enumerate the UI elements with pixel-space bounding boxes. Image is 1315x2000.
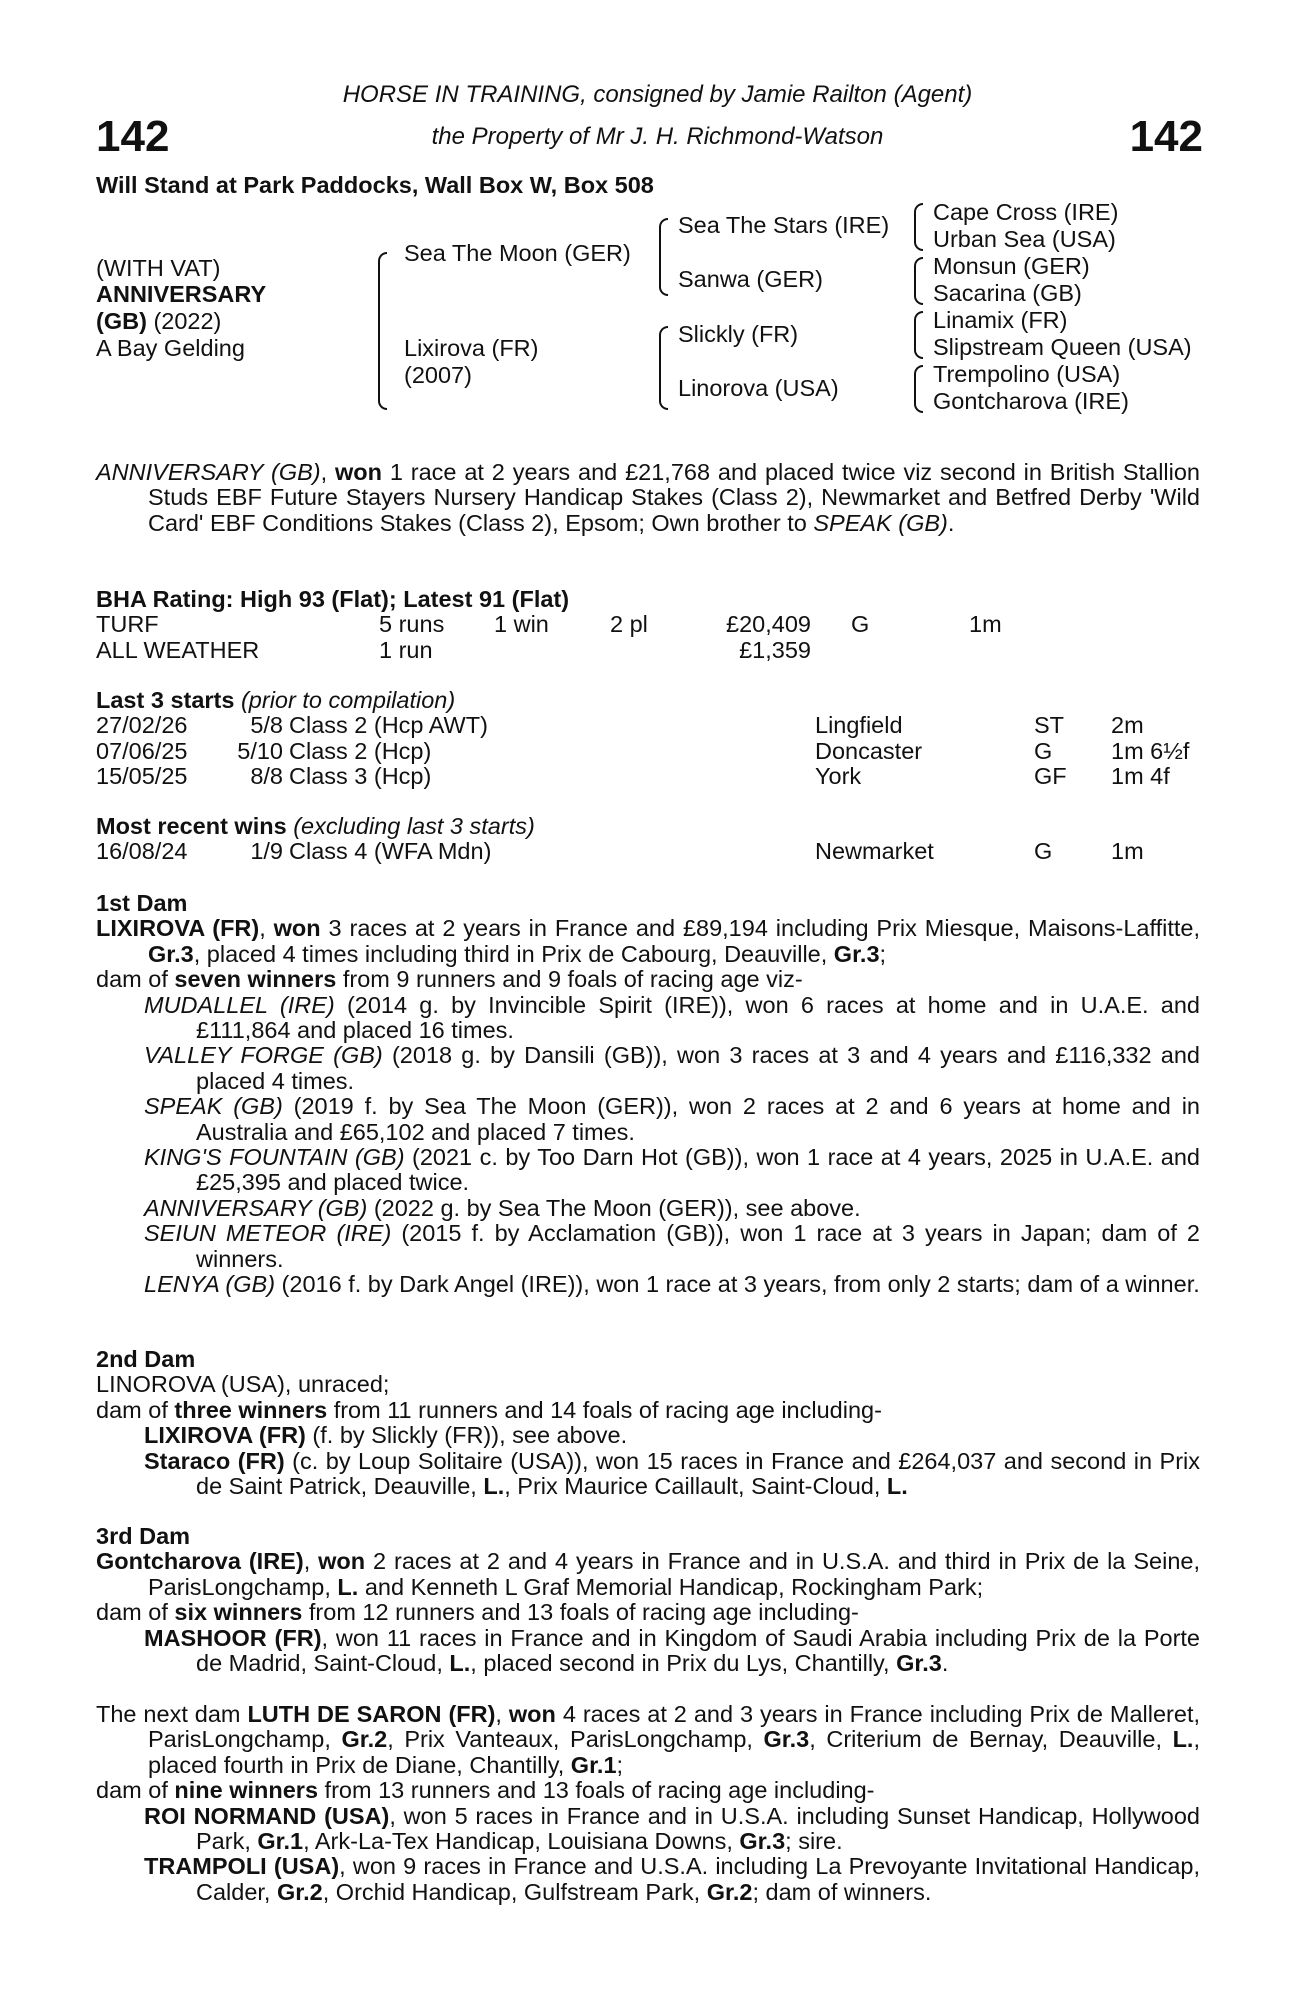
last-starts <box>96 688 1200 790</box>
course: Doncaster <box>815 737 923 764</box>
great-grandparent: Cape Cross (IRE) <box>933 199 1119 225</box>
bold-text: L. <box>1172 1726 1194 1753</box>
surface: TURF <box>96 611 159 638</box>
great-grandparent: Slipstream Queen (USA) <box>933 334 1192 360</box>
text-run: from 11 runners and 14 foals of racing age including- <box>327 1396 882 1423</box>
text-run: from 13 runners and 13 foals of racing age including- <box>318 1777 875 1804</box>
second-dam-section <box>96 1347 1200 1499</box>
pedigree-brace <box>914 257 923 305</box>
text-run: . <box>947 509 955 536</box>
produce-entry <box>96 1804 1200 1855</box>
race-row <box>96 839 1200 864</box>
pedigree-brace <box>914 311 923 359</box>
race-class: Class 4 (WFA Mdn) <box>289 838 492 865</box>
bold-text: Gr.3 <box>148 940 194 967</box>
bold-text: L. <box>483 1473 505 1500</box>
text-run: , Prix Vanteaux, ParisLongchamp, <box>387 1726 764 1753</box>
text-run: dam of <box>96 966 175 993</box>
bold-text: won <box>335 459 383 485</box>
bold-text: Gr.3 <box>833 940 880 967</box>
produce-entry <box>96 1626 1200 1677</box>
text-run: , Orchid Handicap, Gulfstream Park, <box>322 1878 707 1905</box>
italic-text: SPEAK (GB) <box>813 509 948 536</box>
text-run: dam of <box>96 1599 175 1626</box>
bold-text: Gontcharova (IRE) <box>96 1548 304 1575</box>
bold-text: MASHOOR (FR) <box>144 1624 322 1651</box>
italic-text: LENYA (GB) <box>144 1271 276 1298</box>
text-run: , <box>320 459 336 485</box>
produce-entry <box>96 1196 1200 1221</box>
stand-location: Will Stand at Park Paddocks, Wall Box W, Box 508 <box>96 172 654 198</box>
text-run: , <box>303 1548 319 1575</box>
dam-paragraph <box>96 1778 1200 1803</box>
text-run: ; dam of winners. <box>752 1878 932 1905</box>
prize: £1,359 <box>739 636 811 663</box>
race-date: 27/02/26 <box>96 712 188 739</box>
going: G <box>851 611 870 638</box>
dam-title: 1st Dam <box>96 890 188 916</box>
text-run: . <box>941 1650 949 1677</box>
text-run: 1 race at 2 years and £21,768 and placed twice viz second in British Stallion Studs EBF Future Stayers Nursery Handicap Stakes (Class 2), Newmarket and Betfred Derby 'Wild Card' EBF Conditions Stakes (Class 2), Epsom; Own brother to <box>148 459 1201 536</box>
bold-text: won <box>508 1701 556 1727</box>
sire: Sea The Moon (GER) <box>404 240 631 266</box>
bold-text: three winners <box>174 1396 328 1423</box>
rating-row <box>96 612 1200 637</box>
produce-entry <box>96 1423 1200 1448</box>
text-run: The next dam <box>96 1701 248 1727</box>
next-dam-section <box>96 1702 1200 1905</box>
text-run: , Ark-La-Tex Handicap, Louisiana Downs, <box>303 1828 740 1855</box>
dam-paragraph <box>96 967 1200 992</box>
dam-year: (2007) <box>404 362 472 388</box>
dam: Lixirova (FR) <box>404 335 539 361</box>
bold-text: Gr.3 <box>763 1726 810 1753</box>
italic-text: SEIUN METEOR (IRE) <box>144 1220 392 1247</box>
last-starts-note: (prior to compilation) <box>240 687 456 713</box>
going: G <box>1034 838 1053 865</box>
course: Lingfield <box>815 712 903 739</box>
race-date: 15/05/25 <box>96 763 188 790</box>
horse-origin <box>96 309 221 334</box>
bha-rating <box>96 587 1200 663</box>
runs: 5 runs <box>379 611 445 638</box>
bold-text: TRAMPOLI (USA) <box>144 1853 340 1880</box>
finish-position: 5/8 <box>250 712 283 739</box>
text-run: (2019 f. by Sea The Moon (GER)), won 2 races at 2 and 6 years at home and in Australia and £65,102 and placed 7 times. <box>196 1093 1200 1145</box>
text-run: dam of <box>96 1396 175 1423</box>
text-run: (f. by Slickly (FR)), see above. <box>305 1422 628 1449</box>
pedigree-brace <box>659 218 668 296</box>
first-dam-section <box>96 891 1200 1298</box>
bold-text: six winners <box>174 1599 303 1626</box>
bold-text: Gr.1 <box>570 1751 617 1778</box>
italic-text: VALLEY FORGE (GB) <box>144 1042 383 1069</box>
text-run: , <box>495 1701 509 1727</box>
text-run: , won 11 races in France and in Kingdom of Saudi Arabia including Prix de la Porte de Madrid, Saint-Cloud, <box>196 1624 1201 1677</box>
text-run: LINOROVA (USA), unraced; <box>96 1371 390 1398</box>
bold-text: Staraco (FR) <box>144 1447 285 1474</box>
produce-entry <box>96 1221 1200 1272</box>
recent-wins <box>96 814 1200 865</box>
finish-position: 5/10 <box>237 737 283 764</box>
horse-description: A Bay Gelding <box>96 335 245 361</box>
race-class: Class 2 (Hcp) <box>289 737 432 764</box>
distance: 1m 4f <box>1111 763 1170 790</box>
text-run: , won 5 races in France and in U.S.A. including Sunset Handicap, Hollywood Park, <box>196 1802 1200 1855</box>
dam-dam: Linorova (USA) <box>678 375 839 401</box>
dam-paragraph <box>96 1372 1200 1397</box>
finish-position: 8/8 <box>250 763 283 790</box>
dam-paragraph <box>96 1549 1200 1600</box>
distance: 1m <box>1111 838 1144 865</box>
great-grandparent: Sacarina (GB) <box>933 280 1082 306</box>
bold-text: Gr.2 <box>706 1878 753 1905</box>
placed: 2 pl <box>610 611 648 638</box>
going: ST <box>1034 712 1065 739</box>
text-run: ; sire. <box>785 1828 843 1855</box>
rating-title: BHA Rating: High 93 (Flat); Latest 91 (Flat) <box>96 586 570 612</box>
horse-country: (GB) <box>96 308 147 334</box>
race-summary <box>96 460 1200 536</box>
consignment-line: HORSE IN TRAINING, consigned by Jamie Railton (Agent) <box>342 81 973 108</box>
text-run: , Prix Maurice Caillault, Saint-Cloud, <box>504 1473 887 1500</box>
race-row <box>96 713 1200 738</box>
bold-text: Gr.2 <box>341 1726 388 1753</box>
text-run: ; <box>879 940 887 967</box>
great-grandparent: Gontcharova (IRE) <box>933 388 1129 414</box>
rating-row <box>96 638 1200 663</box>
recent-wins-note: (excluding last 3 starts) <box>293 813 535 839</box>
race-date: 16/08/24 <box>96 838 188 865</box>
distance: 2m <box>1111 712 1144 739</box>
text-run: dam of <box>96 1777 175 1804</box>
text-run: 3 races at 2 years in France and £89,194 including Prix Miesque, Maisons-Laffitte, <box>320 915 1200 942</box>
italic-text: KING'S FOUNTAIN (GB) <box>144 1144 405 1171</box>
course: Newmarket <box>815 838 934 865</box>
race-class: Class 3 (Hcp) <box>289 763 432 790</box>
property-line: the Property of Mr J. H. Richmond-Watson <box>431 123 884 150</box>
bold-text: LIXIROVA (FR) <box>144 1422 306 1449</box>
bold-text: Gr.1 <box>257 1828 304 1855</box>
text-run: (2021 c. by Too Darn Hot (GB)), won 1 race at 4 years, 2025 in U.A.E. and £25,395 and placed twice. <box>196 1144 1200 1196</box>
text-run: , placed fourth in Prix de Diane, Chantilly, <box>148 1726 1200 1778</box>
bold-text: won <box>273 915 321 942</box>
produce-entry <box>96 1854 1200 1905</box>
produce-entry <box>96 1094 1200 1145</box>
finish-position: 1/9 <box>250 838 283 865</box>
text-run: ; <box>616 1751 624 1778</box>
text-run: from 9 runners and 9 foals of racing age viz- <box>336 966 803 993</box>
lot-number-right: 142 <box>1129 112 1203 161</box>
wins: 1 win <box>494 611 549 638</box>
vat-note: (WITH VAT) <box>96 255 221 281</box>
text-run: (c. by Loup Solitaire (USA)), won 15 races in France and £264,037 and second in Prix de Saint Patrick, Deauville, <box>196 1447 1200 1500</box>
bold-text: Gr.2 <box>277 1878 323 1905</box>
bold-text: ROI NORMAND (USA) <box>144 1802 390 1829</box>
text-run: and Kenneth L Graf Memorial Handicap, Rockingham Park; <box>358 1573 984 1600</box>
bold-text: seven winners <box>174 966 337 993</box>
going: GF <box>1034 763 1067 790</box>
great-grandparent: Trempolino (USA) <box>933 361 1121 387</box>
dam-title: 3rd Dam <box>96 1523 191 1549</box>
horse-year: (2022) <box>153 308 222 334</box>
text-run: 2 races at 2 and 4 years in France and in U.S.A. and third in Prix de la Seine, ParisLongchamp, <box>148 1548 1200 1600</box>
bold-text: Gr.3 <box>739 1828 786 1855</box>
summary-paragraph <box>96 460 1200 536</box>
pedigree-brace <box>914 203 923 251</box>
third-dam-section <box>96 1524 1200 1676</box>
bold-text: LUTH DE SARON (FR) <box>247 1701 496 1727</box>
race-date: 07/06/25 <box>96 737 188 764</box>
bold-text: LIXIROVA (FR) <box>96 915 260 942</box>
text-run: , Criterium de Bernay, Deauville, <box>809 1726 1173 1753</box>
text-run: (2016 f. by Dark Angel (IRE)), won 1 race at 3 years, from only 2 starts; dam of a winner. <box>275 1271 1200 1298</box>
great-grandparent: Linamix (FR) <box>933 307 1068 333</box>
distance: 1m <box>969 611 1002 638</box>
pedigree-brace <box>659 326 668 410</box>
dam-title: 2nd Dam <box>96 1346 196 1372</box>
dam-paragraph <box>96 916 1200 967</box>
text-run: from 12 runners and 13 foals of racing age including- <box>302 1599 859 1626</box>
horse-name: ANNIVERSARY <box>96 281 267 307</box>
text-run: , won 9 races in France and U.S.A. including La Prevoyante Invitational Handicap, Calder, <box>196 1853 1201 1905</box>
text-run: (2014 g. by Invincible Spirit (IRE)), won 6 races at home and in U.A.E. and £111,864 and placed 16 times. <box>196 991 1200 1044</box>
last-starts-title: Last 3 starts <box>96 687 235 713</box>
sire-sire: Sea The Stars (IRE) <box>678 212 890 238</box>
great-grandparent: Monsun (GER) <box>933 253 1090 279</box>
text-run: , placed 4 times including third in Prix de Cabourg, Deauville, <box>193 940 834 967</box>
race-class: Class 2 (Hcp AWT) <box>289 712 488 739</box>
recent-wins-title: Most recent wins <box>96 813 287 839</box>
produce-entry <box>96 1449 1200 1500</box>
surface: ALL WEATHER <box>96 636 260 663</box>
produce-entry <box>96 1043 1200 1094</box>
race-row <box>96 739 1200 764</box>
great-grandparent: Urban Sea (USA) <box>933 226 1116 252</box>
race-row <box>96 764 1200 789</box>
dam-paragraph <box>96 1702 1200 1778</box>
dam-sire: Slickly (FR) <box>678 321 799 347</box>
pedigree-brace <box>914 365 923 413</box>
bold-text: L. <box>337 1573 359 1600</box>
sire-dam: Sanwa (GER) <box>678 266 823 292</box>
pedigree-brace <box>378 252 387 410</box>
lot-number-left: 142 <box>96 112 170 161</box>
bold-text: nine winners <box>174 1777 319 1804</box>
bold-text: L. <box>449 1650 471 1677</box>
italic-text: MUDALLEL (IRE) <box>144 991 335 1018</box>
dam-paragraph <box>96 1398 1200 1423</box>
text-run: (2015 f. by Acclamation (GB)), won 1 race at 3 years in Japan; dam of 2 winners. <box>196 1220 1200 1272</box>
produce-entry <box>96 993 1200 1044</box>
produce-entry <box>96 1145 1200 1196</box>
text-run: (2018 g. by Dansili (GB)), won 3 races at 3 and 4 years and £116,332 and placed 4 times. <box>196 1042 1200 1094</box>
prize: £20,409 <box>726 611 811 638</box>
text-run: (2022 g. by Sea The Moon (GER)), see above. <box>367 1194 861 1221</box>
text-run: 4 races at 2 and 3 years in France including Prix de Malleret, ParisLongchamp, <box>148 1701 1201 1753</box>
italic-text: ANNIVERSARY (GB) <box>144 1194 368 1221</box>
course: York <box>815 763 862 790</box>
text-run: , <box>259 915 274 942</box>
text-run: , placed second in Prix du Lys, Chantilly, <box>470 1650 897 1677</box>
bold-text: won <box>318 1548 366 1575</box>
bold-text: L. <box>886 1473 908 1500</box>
dam-paragraph <box>96 1600 1200 1625</box>
italic-text: SPEAK (GB) <box>144 1093 283 1120</box>
produce-entry <box>96 1272 1200 1297</box>
runs: 1 run <box>379 636 433 663</box>
going: G <box>1034 737 1053 764</box>
bold-text: Gr.3 <box>896 1650 942 1677</box>
italic-text: ANNIVERSARY (GB) <box>96 459 321 485</box>
distance: 1m 6½f <box>1111 737 1190 764</box>
